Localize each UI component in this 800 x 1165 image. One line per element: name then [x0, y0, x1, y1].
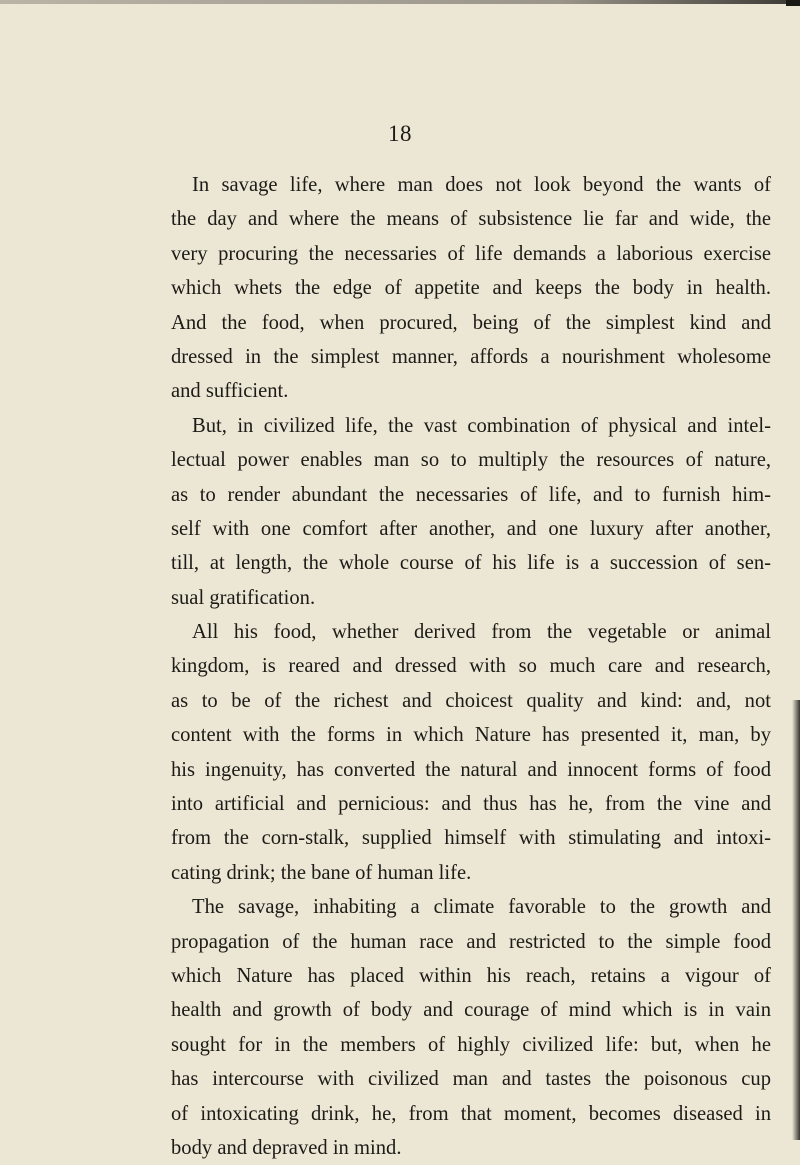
paragraph-1 — [171, 168, 771, 409]
text-line: very procuring the necessaries of life demands a laborious exercise — [171, 242, 771, 265]
body-text — [171, 168, 771, 1165]
text-line: And the food, when procured, being of the simplest kind and — [171, 311, 771, 334]
text-line: cating drink; the bane of human life. — [171, 861, 472, 884]
text-line: and sufficient. — [171, 380, 289, 403]
text-line: as to be of the richest and choicest quality and kind: and, not — [171, 689, 771, 712]
page-number: 18 — [388, 121, 412, 146]
text-line: as to render abundant the necessaries of life, and to furnish him- — [171, 483, 771, 506]
text-line: self with one comfort after another, and one luxury after another, — [171, 517, 771, 540]
text-line: But, in civilized life, the vast combination of physical and intel- — [192, 414, 771, 437]
text-line: the day and where the means of subsistence lie far and wide, the — [171, 208, 771, 231]
text-line: his ingenuity, has converted the natural and innocent forms of food — [171, 758, 771, 781]
text-line: The savage, inhabiting a climate favorable to the growth and — [192, 896, 771, 919]
text-line: body and depraved in mind. — [171, 1136, 402, 1159]
text-line: In savage life, where man does not look beyond the wants of — [192, 174, 771, 196]
text-line: till, at length, the whole course of his life is a succession of sen- — [171, 552, 771, 575]
page-right-edge-shadow — [792, 700, 800, 1140]
text-line: dressed in the simplest manner, affords a nourishment wholesome — [171, 345, 771, 368]
text-line: content with the forms in which Nature has presented it, man, by — [171, 724, 771, 747]
text-line: which whets the edge of appetite and keeps the body in health. — [171, 277, 771, 300]
text-line: of intoxicating drink, he, from that moment, becomes diseased in — [171, 1102, 771, 1125]
paragraph-2 — [171, 409, 771, 615]
text-line: All his food, whether derived from the vegetable or animal — [192, 621, 771, 644]
text-line: lectual power enables man so to multiply the resources of nature, — [171, 449, 771, 472]
paragraph-4 — [171, 890, 771, 1165]
page-corner-shadow — [786, 0, 800, 6]
page-top-edge — [0, 0, 800, 4]
text-line: propagation of the human race and restricted to the simple food — [171, 930, 771, 953]
text-line: sought for in the members of highly civilized life: but, when he — [171, 1033, 771, 1056]
paragraph-3 — [171, 615, 771, 890]
text-line: from the corn-stalk, supplied himself with stimulating and intoxi- — [171, 827, 771, 850]
text-line: kingdom, is reared and dressed with so much care and research, — [171, 655, 771, 678]
text-line: which Nature has placed within his reach, retains a vigour of — [171, 964, 771, 987]
text-line: into artificial and pernicious: and thus has he, from the vine and — [171, 793, 771, 816]
text-line: has intercourse with civilized man and tastes the poisonous cup — [171, 1068, 771, 1091]
text-line: sual gratification. — [171, 586, 316, 609]
text-line: health and growth of body and courage of mind which is in vain — [171, 999, 771, 1022]
